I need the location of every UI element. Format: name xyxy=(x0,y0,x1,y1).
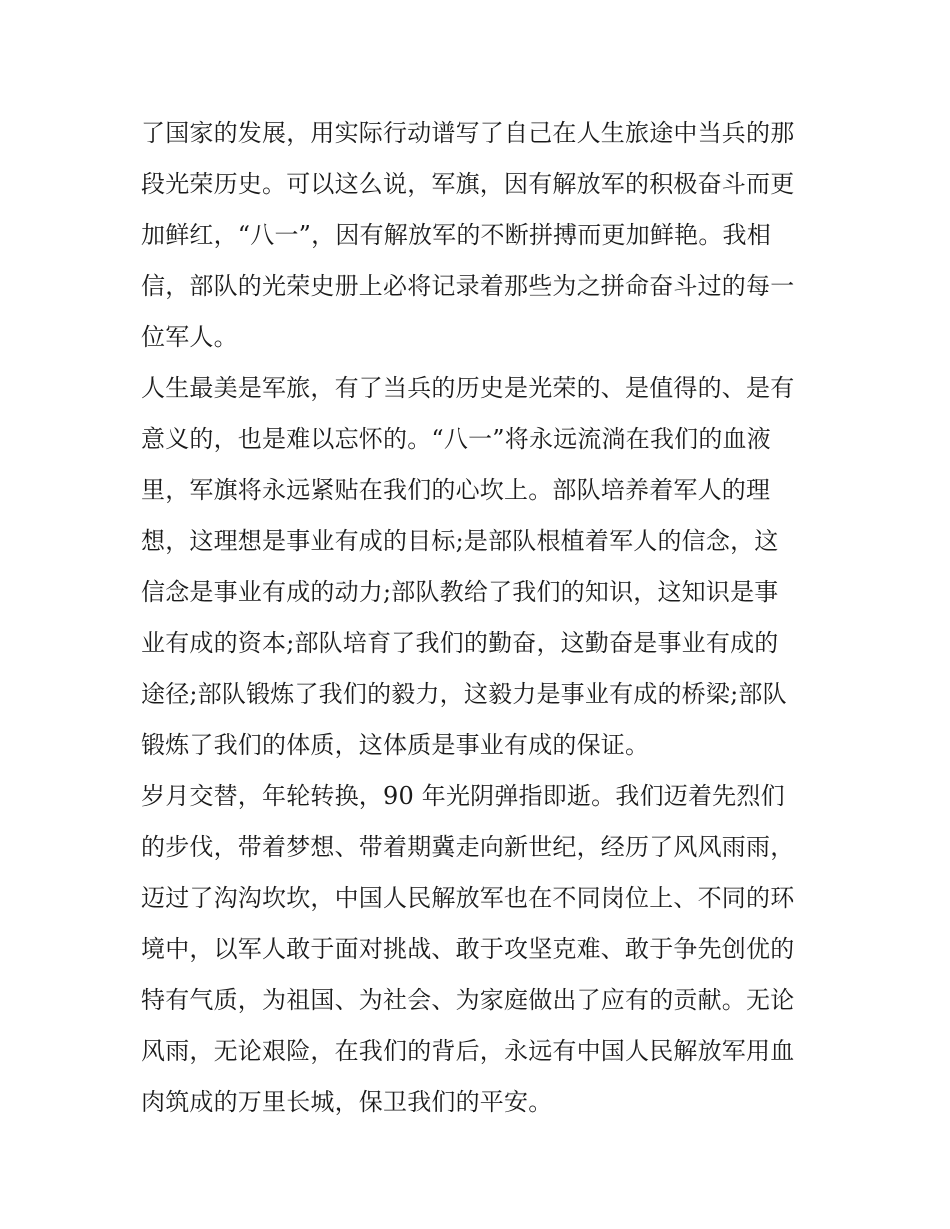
text-line: 加鲜红，“八一”，因有解放军的不断拼搏而更加鲜艳。我相 xyxy=(141,221,771,249)
text-line: 风雨，无论艰险，在我们的背后，永远有中国人民解放军用血 xyxy=(141,1037,795,1065)
text-line: 想，这理想是事业有成的目标;是部队根植着军人的信念，这 xyxy=(141,527,779,555)
text-line: 业有成的资本;部队培育了我们的勤奋，这勤奋是事业有成的 xyxy=(141,629,779,657)
text-line: 途径;部队锻炼了我们的毅力，这毅力是事业有成的桥梁;部队 xyxy=(141,680,787,708)
text-line: 人生最美是军旅，有了当兵的历史是光荣的、是值得的、是有 xyxy=(141,374,795,402)
text-line: 锻炼了我们的体质，这体质是事业有成的保证。 xyxy=(141,731,650,759)
text-line: 了国家的发展，用实际行动谱写了自己在人生旅途中当兵的那 xyxy=(141,119,795,147)
text-line: 位军人。 xyxy=(141,323,238,351)
text-line: 的步伐，带着梦想、带着期冀走向新世纪，经历了风风雨雨， xyxy=(141,833,795,861)
body-text xyxy=(141,108,831,1128)
text-line: 里，军旗将永远紧贴在我们的心坎上。部队培养着军人的理 xyxy=(141,476,771,504)
text-line: 段光荣历史。可以这么说，军旗，因有解放军的积极奋斗而更 xyxy=(141,170,795,198)
text-line: 意义的，也是难以忘怀的。“八一”将永远流淌在我们的血液 xyxy=(141,425,771,453)
text-line: 肉筑成的万里长城，保卫我们的平安。 xyxy=(141,1088,553,1116)
text-line: 岁月交替，年轮转换，90 年光阴弹指即逝。我们迈着先烈们 xyxy=(141,782,785,810)
text-line: 信念是事业有成的动力;部队教给了我们的知识，这知识是事 xyxy=(141,578,779,606)
text-line: 境中，以军人敢于面对挑战、敢于攻坚克难、敢于争先创优的 xyxy=(141,935,795,963)
text-line: 特有气质，为祖国、为社会、为家庭做出了应有的贡献。无论 xyxy=(141,986,795,1014)
text-line: 信，部队的光荣史册上必将记录着那些为之拼命奋斗过的每一 xyxy=(141,272,795,300)
text-line: 迈过了沟沟坎坎，中国人民解放军也在不同岗位上、不同的环 xyxy=(141,884,795,912)
